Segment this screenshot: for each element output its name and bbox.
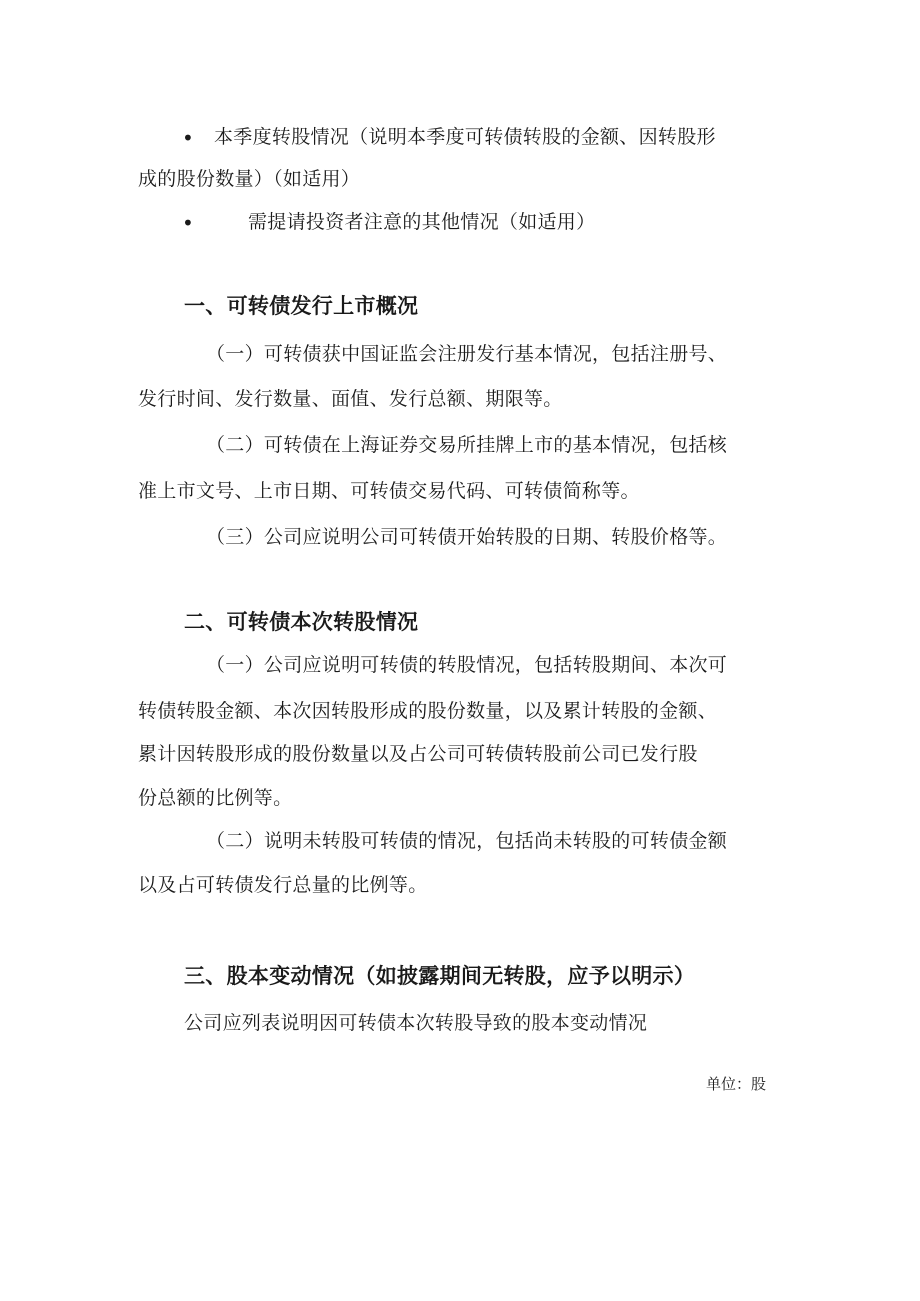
bullet-1-line-1: 本季度转股情况（说明本季度可转债转股的金额、因转股形 bbox=[214, 126, 716, 148]
section-1-paragraph-2-line-2: 准上市文号、上市日期、可转债交易代码、可转债简称等。 bbox=[138, 480, 640, 502]
section-2-heading: 二、可转债本次转股情况 bbox=[184, 610, 419, 634]
section-1-paragraph-2-line-1: （二）可转债在上海证券交易所挂牌上市的基本情况，包括核 bbox=[206, 434, 728, 456]
unit-label: 单位：股 bbox=[706, 1075, 767, 1093]
section-2-paragraph-2-line-1: （二）说明未转股可转债的情况，包括尚未转股的可转债金额 bbox=[206, 830, 728, 852]
section-1-paragraph-1-line-2: 发行时间、发行数量、面值、发行总额、期限等。 bbox=[138, 388, 563, 410]
bullet-2-line-1: 需提请投资者注意的其他情况（如适用） bbox=[248, 211, 596, 233]
bullet-1-line-2: 成的股份数量）（如适用） bbox=[138, 168, 361, 190]
section-3-paragraph-1: 公司应列表说明因可转债本次转股导致的股本变动情况 bbox=[184, 1012, 648, 1034]
section-2-paragraph-1-line-4: 份总额的比例等。 bbox=[138, 787, 293, 809]
section-2-paragraph-2-line-2: 以及占可转债发行总量的比例等。 bbox=[138, 874, 428, 896]
bullet-marker: • bbox=[182, 211, 194, 235]
section-2-paragraph-1-line-3: 累计因转股形成的股份数量以及占公司可转债转股前公司已发行股 bbox=[138, 743, 698, 765]
section-2-paragraph-1-line-2: 转债转股金额、本次因转股形成的股份数量，以及累计转股的金额、 bbox=[138, 700, 718, 722]
section-2-paragraph-1-line-1: （一）公司应说明可转债的转股情况，包括转股期间、本次可 bbox=[206, 654, 728, 676]
section-1-heading: 一、可转债发行上市概况 bbox=[184, 294, 419, 318]
section-1-paragraph-1-line-1: （一）可转债获中国证监会注册发行基本情况，包括注册号、 bbox=[206, 343, 728, 365]
section-1-paragraph-3-line-1: （三）公司应说明公司可转债开始转股的日期、转股价格等。 bbox=[206, 526, 728, 548]
section-3-heading: 三、股本变动情况（如披露期间无转股，应予以明示） bbox=[184, 964, 696, 988]
bullet-marker: • bbox=[182, 126, 194, 150]
